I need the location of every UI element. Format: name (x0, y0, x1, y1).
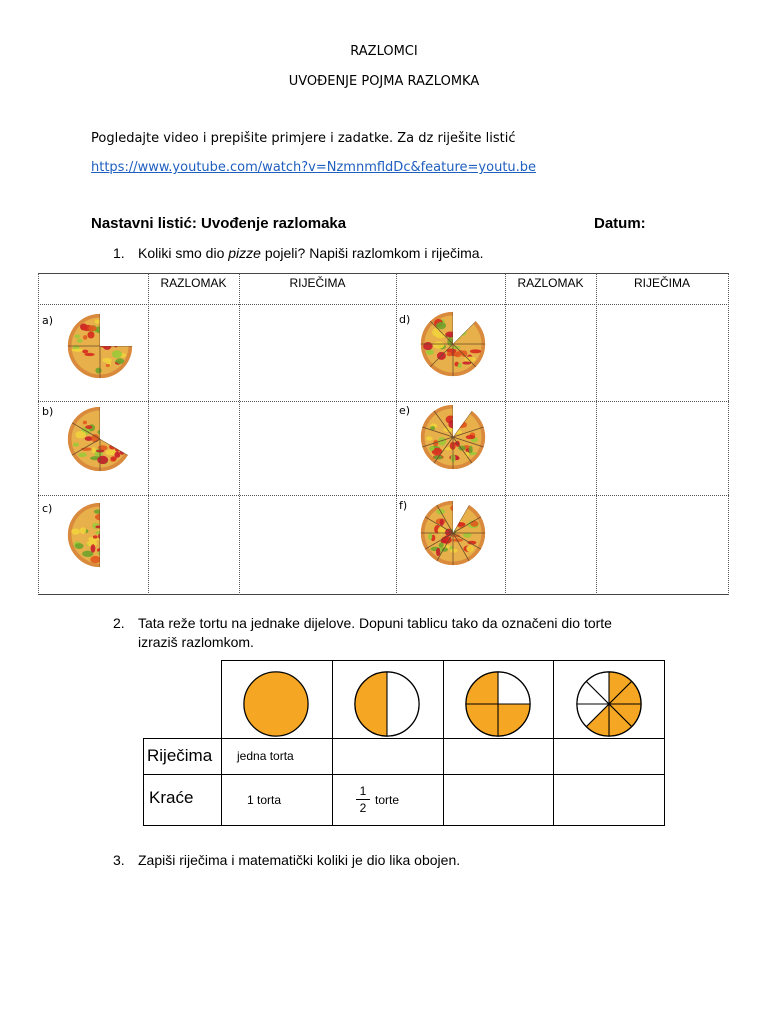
item-label-e: e) (399, 404, 411, 417)
date-label: Datum: (594, 215, 646, 232)
item-label-c: c) (42, 502, 53, 515)
item-label-f: f) (399, 499, 408, 512)
col-header-fraction-left: RAZLOMAK (160, 276, 227, 290)
task2-line1: Tata reže tortu na jednake dijelove. Dopuni tablicu tako da označeni dio torte (138, 615, 612, 631)
video-link[interactable]: https://www.youtube.com/watch?v=NzmnmfldDc&feature=youtu.be (91, 160, 537, 175)
pizza-f-icon (415, 495, 491, 571)
example-words: jedna torta (237, 749, 294, 763)
cake-halves-icon (352, 669, 422, 739)
item-label-d: d) (399, 313, 411, 326)
fraction-numerator: 1 (356, 784, 370, 800)
col-header-words-right: RIJEČIMA (633, 276, 690, 290)
task1-number: 1. (113, 245, 125, 261)
worksheet-label: Nastavni listić: (91, 215, 197, 232)
task1-text: Koliki smo dio pizze pojeli? Napiši razlomkom i riječima. (138, 245, 484, 261)
task3-number: 3. (113, 852, 125, 868)
task2-line2: izraziš razlomkom. (138, 634, 254, 650)
pizza-c-icon (62, 497, 138, 573)
cake-eighths-icon (574, 669, 644, 739)
worksheet-heading (91, 215, 346, 232)
item-label-b: b) (42, 405, 54, 418)
cake-quarters-icon (463, 669, 533, 739)
pizza-e-icon (415, 399, 491, 475)
worksheet-title: Uvođenje razlomaka (201, 215, 347, 232)
task2-number: 2. (113, 615, 125, 631)
intro-text: Pogledajte video i prepišite primjere i zadatke. Za dz riješite listić (91, 131, 516, 146)
example-short: 1 torta (247, 793, 282, 807)
fraction-denominator: 2 (359, 801, 367, 815)
task3-text: Zapiši riječima i matematički koliki je dio lika obojen. (138, 852, 461, 868)
pizza-table (38, 273, 729, 595)
pizza-b-icon (62, 401, 138, 477)
col-header-fraction-right: RAZLOMAK (517, 276, 584, 290)
cake-table (143, 660, 665, 826)
row-label-short: Kraće (149, 788, 194, 807)
pizza-a-icon (62, 308, 138, 384)
item-label-a: a) (42, 314, 54, 327)
fraction-word: torte (375, 793, 400, 807)
page-subtitle: UVOĐENJE POJMA RAZLOMKA (288, 74, 480, 89)
pizza-d-icon (415, 306, 491, 382)
row-label-words: Riječima (147, 746, 213, 765)
page-title: RAZLOMCI (350, 44, 418, 59)
col-header-words-left: RIJEČIMA (289, 276, 346, 290)
cake-whole-icon (241, 669, 311, 739)
